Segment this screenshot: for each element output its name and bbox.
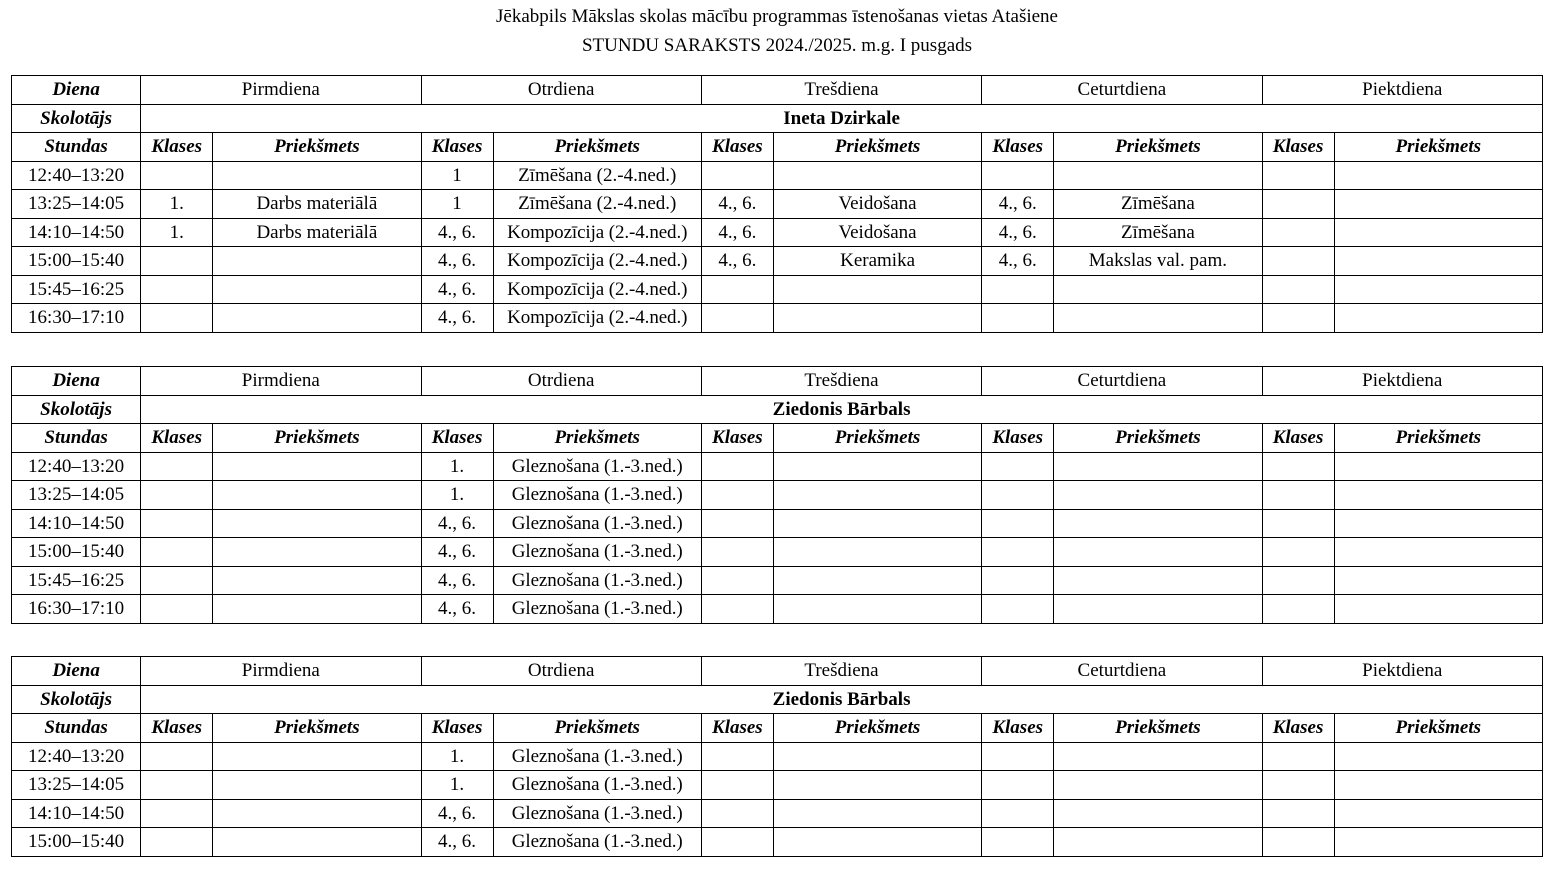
teacher-row	[12, 395, 1543, 424]
subject-header: Priekšmets	[213, 133, 421, 162]
subject-cell	[1054, 161, 1262, 190]
subject-cell	[773, 538, 981, 567]
subject-cell	[1054, 771, 1262, 800]
subject-cell	[1054, 304, 1262, 333]
lesson-row	[12, 161, 1543, 190]
classes-header: Klases	[701, 133, 773, 162]
class-cell	[141, 509, 213, 538]
subject-cell: Gleznošana (1.-3.ned.)	[493, 566, 701, 595]
lesson-row	[12, 742, 1543, 771]
subject-cell	[773, 828, 981, 857]
classes-header: Klases	[982, 714, 1054, 743]
subject-cell: Gleznošana (1.-3.ned.)	[493, 481, 701, 510]
subject-cell: Darbs materiālā	[213, 218, 421, 247]
subject-cell	[1054, 595, 1262, 624]
subject-cell	[773, 771, 981, 800]
subject-cell	[773, 452, 981, 481]
class-cell	[982, 566, 1054, 595]
subject-cell	[1334, 771, 1542, 800]
subject-header: Priekšmets	[213, 714, 421, 743]
day-header-row	[12, 367, 1543, 396]
class-cell	[982, 481, 1054, 510]
subject-cell	[1054, 275, 1262, 304]
document-title: Jēkabpils Mākslas skolas mācību programmas īstenošanas vietas Atašiene	[496, 6, 1058, 27]
subject-cell	[213, 742, 421, 771]
teacher-name: Ziedonis Bārbals	[141, 685, 1543, 714]
class-cell	[1262, 275, 1334, 304]
day-name: Pirmdiena	[141, 367, 421, 396]
class-cell	[141, 247, 213, 276]
subject-cell	[213, 161, 421, 190]
subject-cell	[1334, 538, 1542, 567]
day-name: Trešdiena	[701, 76, 981, 105]
subject-cell	[1334, 247, 1542, 276]
subject-cell: Zīmēšana (2.-4.ned.)	[493, 190, 701, 219]
class-cell	[141, 452, 213, 481]
lesson-time: 14:10–14:50	[12, 218, 141, 247]
subject-cell	[1334, 481, 1542, 510]
subject-cell	[213, 304, 421, 333]
class-cell	[701, 595, 773, 624]
class-cell: 1	[421, 161, 493, 190]
teacher-row	[12, 685, 1543, 714]
class-cell	[982, 799, 1054, 828]
subject-cell	[773, 275, 981, 304]
class-cell: 4., 6.	[421, 218, 493, 247]
class-cell: 1.	[421, 771, 493, 800]
lesson-time: 16:30–17:10	[12, 595, 141, 624]
class-cell: 4., 6.	[421, 828, 493, 857]
subject-cell: Kompozīcija (2.-4.ned.)	[493, 247, 701, 276]
class-cell	[1262, 452, 1334, 481]
class-cell	[701, 161, 773, 190]
subject-cell	[213, 481, 421, 510]
subject-cell	[1334, 190, 1542, 219]
subject-cell	[1334, 828, 1542, 857]
subject-cell: Gleznošana (1.-3.ned.)	[493, 595, 701, 624]
subject-cell	[773, 595, 981, 624]
class-cell	[141, 771, 213, 800]
class-cell: 4., 6.	[421, 595, 493, 624]
day-name: Ceturtdiena	[982, 76, 1262, 105]
lesson-row	[12, 771, 1543, 800]
class-cell	[701, 304, 773, 333]
subject-cell	[1334, 595, 1542, 624]
subject-header: Priekšmets	[213, 424, 421, 453]
class-cell	[1262, 742, 1334, 771]
subject-cell: Makslas val. pam.	[1054, 247, 1262, 276]
class-cell	[982, 595, 1054, 624]
subject-cell	[213, 771, 421, 800]
teacher-name: Ziedonis Bārbals	[141, 395, 1543, 424]
lesson-time: 13:25–14:05	[12, 190, 141, 219]
class-cell: 1.	[141, 190, 213, 219]
day-name: Ceturtdiena	[982, 367, 1262, 396]
day-name: Otrdiena	[421, 657, 701, 686]
day-name: Otrdiena	[421, 367, 701, 396]
subject-cell: Gleznošana (1.-3.ned.)	[493, 538, 701, 567]
classes-header: Klases	[1262, 424, 1334, 453]
class-cell: 1	[421, 190, 493, 219]
class-cell	[141, 799, 213, 828]
subject-cell: Kompozīcija (2.-4.ned.)	[493, 218, 701, 247]
subject-cell	[1054, 509, 1262, 538]
lesson-time: 16:30–17:10	[12, 304, 141, 333]
subject-cell	[213, 538, 421, 567]
lesson-time: 12:40–13:20	[12, 161, 141, 190]
subject-cell: Gleznošana (1.-3.ned.)	[493, 742, 701, 771]
class-cell	[1262, 481, 1334, 510]
teacher-name: Ineta Dzirkale	[141, 104, 1543, 133]
class-cell	[701, 452, 773, 481]
subject-cell: Gleznošana (1.-3.ned.)	[493, 799, 701, 828]
classes-header: Klases	[982, 424, 1054, 453]
subject-cell: Veidošana	[773, 190, 981, 219]
lesson-time: 14:10–14:50	[12, 509, 141, 538]
subject-header: Priekšmets	[1334, 424, 1542, 453]
column-header-row	[12, 714, 1543, 743]
teacher-row	[12, 104, 1543, 133]
class-cell: 1.	[421, 742, 493, 771]
subject-cell	[1054, 828, 1262, 857]
classes-header: Klases	[141, 714, 213, 743]
class-cell	[701, 828, 773, 857]
class-cell	[1262, 218, 1334, 247]
classes-header: Klases	[421, 714, 493, 743]
subject-cell: Keramika	[773, 247, 981, 276]
lesson-row	[12, 247, 1543, 276]
lesson-time: 12:40–13:20	[12, 742, 141, 771]
lesson-row	[12, 218, 1543, 247]
subject-cell	[1334, 304, 1542, 333]
day-name: Piektdiena	[1262, 76, 1542, 105]
lesson-time: 15:00–15:40	[12, 247, 141, 276]
classes-header: Klases	[1262, 133, 1334, 162]
class-cell	[982, 771, 1054, 800]
class-cell: 1.	[421, 481, 493, 510]
day-label: Diena	[12, 76, 141, 105]
subject-cell	[1054, 566, 1262, 595]
lesson-row	[12, 481, 1543, 510]
class-cell	[701, 538, 773, 567]
class-cell	[701, 566, 773, 595]
subject-cell	[1054, 452, 1262, 481]
class-cell	[1262, 190, 1334, 219]
class-cell: 4., 6.	[701, 247, 773, 276]
subject-cell	[1334, 275, 1542, 304]
subject-header: Priekšmets	[1054, 424, 1262, 453]
class-cell	[141, 481, 213, 510]
subject-cell: Zīmēšana (2.-4.ned.)	[493, 161, 701, 190]
subject-cell	[1334, 509, 1542, 538]
lesson-row	[12, 275, 1543, 304]
hours-label: Stundas	[12, 714, 141, 743]
subject-cell: Veidošana	[773, 218, 981, 247]
classes-header: Klases	[982, 133, 1054, 162]
lesson-row	[12, 190, 1543, 219]
class-cell	[1262, 509, 1334, 538]
lesson-row	[12, 452, 1543, 481]
schedule-table	[11, 656, 1543, 857]
class-cell	[982, 742, 1054, 771]
subject-cell	[213, 595, 421, 624]
lesson-time: 15:00–15:40	[12, 538, 141, 567]
column-header-row	[12, 424, 1543, 453]
class-cell: 4., 6.	[421, 566, 493, 595]
lesson-time: 15:45–16:25	[12, 275, 141, 304]
subject-cell	[773, 304, 981, 333]
schedule-table	[11, 75, 1543, 333]
class-cell	[141, 828, 213, 857]
subject-cell	[1334, 799, 1542, 828]
subject-cell	[1334, 566, 1542, 595]
subject-cell: Zīmēšana	[1054, 190, 1262, 219]
subject-cell	[1334, 161, 1542, 190]
subject-cell	[1054, 538, 1262, 567]
subject-cell: Gleznošana (1.-3.ned.)	[493, 771, 701, 800]
class-cell	[701, 771, 773, 800]
day-name: Trešdiena	[701, 367, 981, 396]
lesson-time: 14:10–14:50	[12, 799, 141, 828]
subject-cell	[1054, 799, 1262, 828]
hours-label: Stundas	[12, 424, 141, 453]
class-cell	[141, 275, 213, 304]
schedule-table	[11, 366, 1543, 624]
class-cell	[1262, 771, 1334, 800]
subject-cell	[213, 828, 421, 857]
class-cell: 4., 6.	[421, 247, 493, 276]
class-cell	[701, 509, 773, 538]
class-cell	[701, 799, 773, 828]
subject-header: Priekšmets	[1054, 714, 1262, 743]
subject-cell: Darbs materiālā	[213, 190, 421, 219]
lesson-time: 12:40–13:20	[12, 452, 141, 481]
class-cell	[1262, 161, 1334, 190]
class-cell: 1.	[141, 218, 213, 247]
subject-cell	[773, 799, 981, 828]
class-cell	[701, 481, 773, 510]
class-cell	[701, 275, 773, 304]
lesson-row	[12, 566, 1543, 595]
day-name: Trešdiena	[701, 657, 981, 686]
classes-header: Klases	[421, 424, 493, 453]
lesson-time: 13:25–14:05	[12, 771, 141, 800]
class-cell	[1262, 799, 1334, 828]
document-subtitle: STUNDU SARAKSTS 2024./2025. m.g. I pusgads	[581, 35, 973, 56]
subject-cell	[1334, 742, 1542, 771]
subject-header: Priekšmets	[773, 133, 981, 162]
subject-cell: Gleznošana (1.-3.ned.)	[493, 828, 701, 857]
class-cell	[982, 538, 1054, 567]
day-name: Pirmdiena	[141, 657, 421, 686]
class-cell	[982, 828, 1054, 857]
class-cell: 4., 6.	[421, 275, 493, 304]
class-cell: 4., 6.	[701, 218, 773, 247]
day-name: Piektdiena	[1262, 657, 1542, 686]
class-cell	[1262, 828, 1334, 857]
subject-cell	[1054, 742, 1262, 771]
class-cell: 4., 6.	[701, 190, 773, 219]
subject-header: Priekšmets	[493, 424, 701, 453]
classes-header: Klases	[701, 424, 773, 453]
teacher-label: Skolotājs	[12, 395, 141, 424]
class-cell	[982, 161, 1054, 190]
classes-header: Klases	[141, 424, 213, 453]
subject-cell	[213, 452, 421, 481]
subject-cell: Gleznošana (1.-3.ned.)	[493, 452, 701, 481]
subject-cell	[1334, 452, 1542, 481]
day-name: Ceturtdiena	[982, 657, 1262, 686]
subject-header: Priekšmets	[493, 133, 701, 162]
class-cell	[1262, 538, 1334, 567]
class-cell	[141, 595, 213, 624]
classes-header: Klases	[701, 714, 773, 743]
day-name: Piektdiena	[1262, 367, 1542, 396]
lesson-row	[12, 538, 1543, 567]
column-header-row	[12, 133, 1543, 162]
subject-cell	[213, 566, 421, 595]
hours-label: Stundas	[12, 133, 141, 162]
class-cell	[141, 566, 213, 595]
class-cell	[141, 538, 213, 567]
subject-cell	[773, 509, 981, 538]
day-header-row	[12, 76, 1543, 105]
subject-cell	[1334, 218, 1542, 247]
class-cell	[141, 742, 213, 771]
subject-header: Priekšmets	[773, 714, 981, 743]
subject-header: Priekšmets	[1334, 714, 1542, 743]
lesson-row	[12, 304, 1543, 333]
lesson-time: 15:00–15:40	[12, 828, 141, 857]
class-cell	[982, 304, 1054, 333]
subject-cell	[213, 275, 421, 304]
subject-cell	[773, 566, 981, 595]
class-cell	[701, 742, 773, 771]
teacher-label: Skolotājs	[12, 104, 141, 133]
day-label: Diena	[12, 367, 141, 396]
class-cell	[1262, 247, 1334, 276]
lesson-row	[12, 828, 1543, 857]
class-cell: 4., 6.	[982, 190, 1054, 219]
lesson-row	[12, 799, 1543, 828]
subject-cell	[213, 799, 421, 828]
subject-cell	[773, 742, 981, 771]
day-name: Pirmdiena	[141, 76, 421, 105]
subject-cell: Gleznošana (1.-3.ned.)	[493, 509, 701, 538]
lesson-row	[12, 595, 1543, 624]
class-cell	[982, 509, 1054, 538]
subject-cell	[213, 247, 421, 276]
subject-cell	[773, 481, 981, 510]
class-cell	[141, 161, 213, 190]
class-cell: 4., 6.	[421, 509, 493, 538]
class-cell	[982, 452, 1054, 481]
subject-header: Priekšmets	[1054, 133, 1262, 162]
lesson-time: 13:25–14:05	[12, 481, 141, 510]
subject-cell	[773, 161, 981, 190]
class-cell: 4., 6.	[982, 247, 1054, 276]
classes-header: Klases	[1262, 714, 1334, 743]
class-cell: 1.	[421, 452, 493, 481]
class-cell: 4., 6.	[982, 218, 1054, 247]
class-cell	[1262, 595, 1334, 624]
subject-cell	[1054, 481, 1262, 510]
subject-cell: Kompozīcija (2.-4.ned.)	[493, 275, 701, 304]
day-label: Diena	[12, 657, 141, 686]
class-cell	[1262, 304, 1334, 333]
lesson-time: 15:45–16:25	[12, 566, 141, 595]
day-header-row	[12, 657, 1543, 686]
subject-header: Priekšmets	[493, 714, 701, 743]
class-cell: 4., 6.	[421, 538, 493, 567]
classes-header: Klases	[141, 133, 213, 162]
class-cell: 4., 6.	[421, 799, 493, 828]
subject-header: Priekšmets	[1334, 133, 1542, 162]
class-cell	[982, 275, 1054, 304]
teacher-label: Skolotājs	[12, 685, 141, 714]
subject-cell: Zīmēšana	[1054, 218, 1262, 247]
class-cell	[1262, 566, 1334, 595]
day-name: Otrdiena	[421, 76, 701, 105]
subject-cell	[213, 509, 421, 538]
class-cell: 4., 6.	[421, 304, 493, 333]
class-cell	[141, 304, 213, 333]
classes-header: Klases	[421, 133, 493, 162]
subject-header: Priekšmets	[773, 424, 981, 453]
subject-cell: Kompozīcija (2.-4.ned.)	[493, 304, 701, 333]
lesson-row	[12, 509, 1543, 538]
